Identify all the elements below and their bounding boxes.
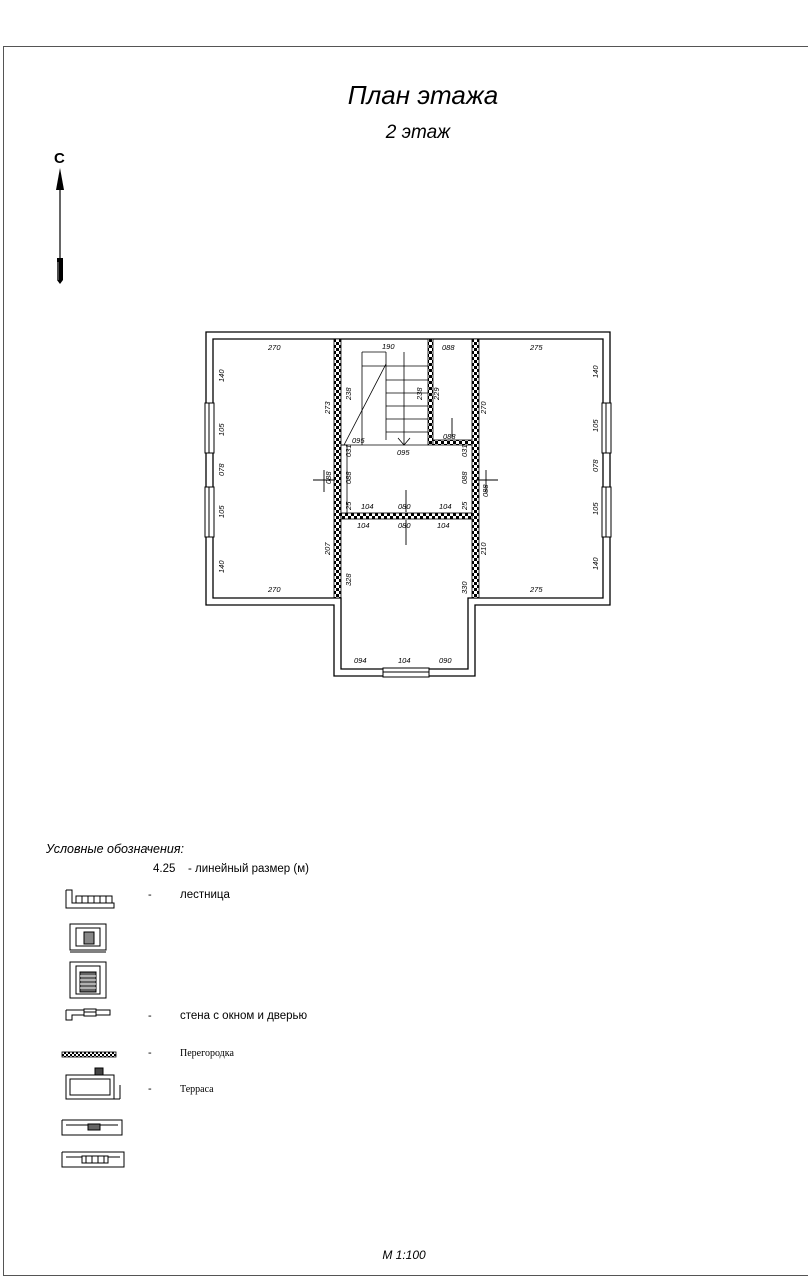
partitions <box>334 339 479 598</box>
window-right-2 <box>602 487 611 537</box>
dim-left-inner-top: 273 <box>323 401 332 414</box>
dim-right-inner-bottom: 210 <box>479 542 488 555</box>
window-left-2 <box>205 487 214 537</box>
dimension-labels <box>217 342 600 665</box>
dim-hall-104-a: 104 <box>361 502 374 511</box>
legend-stair-desc: лестница <box>180 889 230 901</box>
dim-bottom-2: 104 <box>398 656 411 665</box>
scale-label: М 1:100 <box>382 1248 426 1262</box>
compass-label: С <box>54 150 65 167</box>
dim-right-inner-top: 270 <box>479 401 488 414</box>
dim-right-bottom: 275 <box>530 585 543 594</box>
legend-dimension-symbol: 4.25 <box>153 863 176 875</box>
dim-hall-104-d: 104 <box>437 521 450 530</box>
dim-hall-031-left: 031 <box>344 444 353 457</box>
dim-bottom-1: 094 <box>354 656 367 665</box>
legend-partition-desc: Перегородка <box>180 1048 234 1059</box>
dim-right-top: 275 <box>530 343 543 352</box>
dim-right-outer-4: 105 <box>591 502 600 515</box>
dim-right-outer-1: 140 <box>591 365 600 378</box>
window-left-1 <box>205 403 214 453</box>
dim-closet-d: 088 <box>443 432 456 441</box>
legend-dash-2: - <box>148 1010 152 1022</box>
dim-hall-080-a: 080 <box>398 502 411 511</box>
dim-right-outer-3: 078 <box>591 459 600 472</box>
dim-bottom-3: 090 <box>439 656 452 665</box>
dim-left-outer-3: 078 <box>217 463 226 476</box>
dim-hall-104-b: 104 <box>439 502 452 511</box>
dim-left-bottom: 270 <box>268 585 281 594</box>
dim-stair-d: 229 <box>432 387 441 400</box>
dim-stair-a: 238 <box>344 387 353 400</box>
window-bottom <box>383 668 429 677</box>
dim-stair-c: 238 <box>415 387 424 400</box>
dim-hall-104-c: 104 <box>357 521 370 530</box>
dim-hall-031-right: 031 <box>460 444 469 457</box>
legend-dash-4: - <box>148 1083 152 1095</box>
dim-hall-25-left: 25 <box>344 501 353 510</box>
legend-dimension-desc: - линейный размер (м) <box>188 863 309 875</box>
dim-right-outer-5: 140 <box>591 557 600 570</box>
dim-right-outer-2: 105 <box>591 419 600 432</box>
dim-hall-25-right: 25 <box>460 501 469 510</box>
legend-terrace-desc: Терраса <box>180 1084 214 1095</box>
dim-stair-top: 190 <box>382 342 395 351</box>
dim-hall-088-right: 088 <box>460 471 469 484</box>
dim-left-outer-2: 105 <box>217 423 226 436</box>
dim-hall-080-b: 080 <box>398 521 411 530</box>
dim-hall-95: 095 <box>397 448 410 457</box>
dim-left-outer-1: 140 <box>217 369 226 382</box>
dim-closet-top: 088 <box>442 343 455 352</box>
dim-left-outer-4: 105 <box>217 505 226 518</box>
legend-wall-desc: стена с окном и дверью <box>180 1010 308 1022</box>
dim-left-top: 270 <box>268 343 281 352</box>
window-right-1 <box>602 403 611 453</box>
dim-hall-088-left: 088 <box>324 471 333 484</box>
dim-hall-088-left-inner: 088 <box>344 471 353 484</box>
dim-mid-right: 330 <box>460 581 469 594</box>
dim-stair-b: 095 <box>352 436 365 445</box>
legend-dash-3: - <box>148 1047 152 1059</box>
legend-dash-1: - <box>148 889 152 901</box>
dim-left-inner-bottom: 207 <box>323 542 332 555</box>
page-title: План этажа <box>347 80 499 110</box>
legend-title: Условные обозначения: <box>46 842 184 856</box>
dim-mid-left: 328 <box>344 573 353 586</box>
dim-right-088: 088 <box>481 484 490 497</box>
page-subtitle: 2 этаж <box>385 122 451 143</box>
dim-left-outer-5: 140 <box>217 560 226 573</box>
